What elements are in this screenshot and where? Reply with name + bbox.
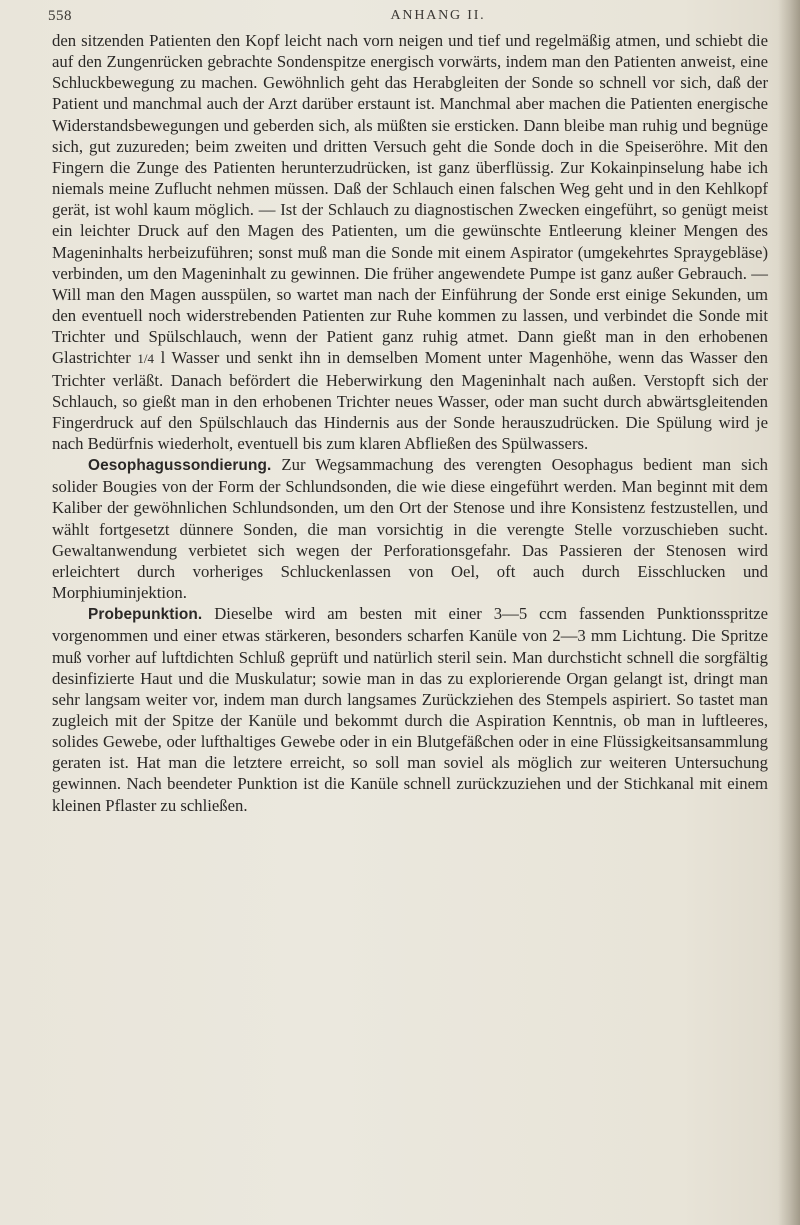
body-text: [52, 30, 768, 816]
section-heading: Oesophagussondierung.: [88, 457, 272, 475]
paragraph-probepunktion: [52, 603, 768, 816]
paragraph-oesophagussondierung: [52, 454, 768, 603]
page-header: [48, 8, 768, 32]
paragraph-text-continued: l Wasser und senkt ihn in demselben Moment unter Magenhöhe, wenn das Wasser den Trichter verläßt. Danach befördert die Heberwirkung den Mageninhalt nach außen. Verstopft sich der Schlauch, so gießt man in den erhobenen Trichter neues Wasser, oder man sucht durch abwärtsgleitenden Fingerdruck auf den Spülschlauch das Hindernis aus der Sonde herauszudrücken. Die Spülung wird je nach Bedürfnis wiederholt, eventuell bis zum klaren Abfließen des Spülwassers.: [52, 348, 768, 453]
paragraph-text: Dieselbe wird am besten mit einer 3—5 ccm fassenden Punktionsspritze vorgenommen und einer etwas stärkeren, besonders scharfen Kanüle von 2—3 mm Lichtung. Die Spritze muß vorher auf luftdichten Schluß geprüft und natürlich steril sein. Man durchsticht schnell die sorgfältig desinfizierte Haut und die Muskulatur; sowie man in das zu explorierende Organ gelangt ist, dringt man sehr langsam weiter vor, indem man durch langsames Zurückziehen des Stempels aspiriert. So tastet man zugleich mit der Spitze der Kanüle und bekommt durch die Aspiration Kenntnis, ob man in luftleeres, solides Gewebe, oder lufthaltiges Gewebe oder in ein Blutgefäßchen oder in eine Flüssigkeitsansammlung geraten ist. Hat man die letztere erreicht, so soll man soviel als möglich zur weiteren Untersuchung gewinnen. Nach beendeter Punktion ist die Kanüle schnell zurückzuziehen und der Stichkanal mit einem kleinen Pflaster zu schließen.: [52, 604, 768, 815]
paragraph-continued: [52, 30, 768, 454]
paragraph-text: den sitzenden Patienten den Kopf leicht nach vorn neigen und tief und regelmäßig atmen, und schiebt die auf den Zungenrücken gebrachte Sondenspitze energisch vorwärts, indem man den Patienten anweist, eine Schluckbewegung zu machen. Gewöhnlich geht das Herabgleiten der Sonde so schnell vor sich, daß der Patient und manchmal auch der Arzt darüber erstaunt ist. Manchmal aber machen die Patienten energische Widerstandsbewegungen und geberden sich, als müßten sie ersticken. Dann bleibe man ruhig und begnüge sich, gut zuzureden; beim zweiten und dritten Versuch geht die Sonde doch in die Speiseröhre. Mit den Fingern die Zunge des Patienten herunterzudrücken, ist ganz überflüssig. Zur Kokainpinselung habe ich niemals meine Zuflucht nehmen müssen. Daß der Schlauch einen falschen Weg geht und in den Kehlkopf gerät, ist wohl kaum möglich. — Ist der Schlauch zu diagnostischen Zwecken eingeführt, so genügt meist ein leichter Druck auf den Magen des Patienten, um die gewünschte Entleerung kleiner Mengen des Mageninhalts herbeizuführen; sonst muß man die Sonde mit einem Aspirator (umgekehrtes Spraygebläse) verbinden, um den Mageninhalt zu gewinnen. Die früher angewendete Pumpe ist ganz außer Gebrauch. — Will man den Magen ausspülen, so wartet man nach der Einführung der Sonde erst einige Sekunden, um den eventuell noch widerstrebenden Patienten zur Ruhe kommen zu lassen, und verbindet die Sonde mit Trichter und Spülschlauch, wenn der Patient ganz ruhig atmet. Dann gießt man in den erhobenen Glastrichter: [52, 31, 768, 368]
page-number: 558: [48, 8, 72, 24]
page-edge-shadow: [778, 0, 800, 1225]
fraction: 1/4: [137, 351, 154, 367]
section-heading: Probepunktion.: [88, 606, 203, 624]
paragraph-text: Zur Wegsammachung des verengten Oesophagus bedient man sich solider Bougies von der Form der Schlundsonden, die wie diese eingeführt werden. Man beginnt mit dem Kaliber der gewöhnlichen Schlundsonden, um den Ort der Stenose und ihre Konsistenz festzustellen, und wählt fortgesetzt dünnere Sonden, die man vorsichtig in die verengte Stelle vorzuschieben sucht. Gewaltanwendung verbietet sich wegen der Perforationsgefahr. Das Passieren der Stenosen wird erleichtert durch vorheriges Schluckenlassen von Oel, oft auch durch Eisschlucken und Morphiuminjektion.: [52, 455, 768, 603]
running-head: ANHANG II.: [390, 8, 486, 23]
